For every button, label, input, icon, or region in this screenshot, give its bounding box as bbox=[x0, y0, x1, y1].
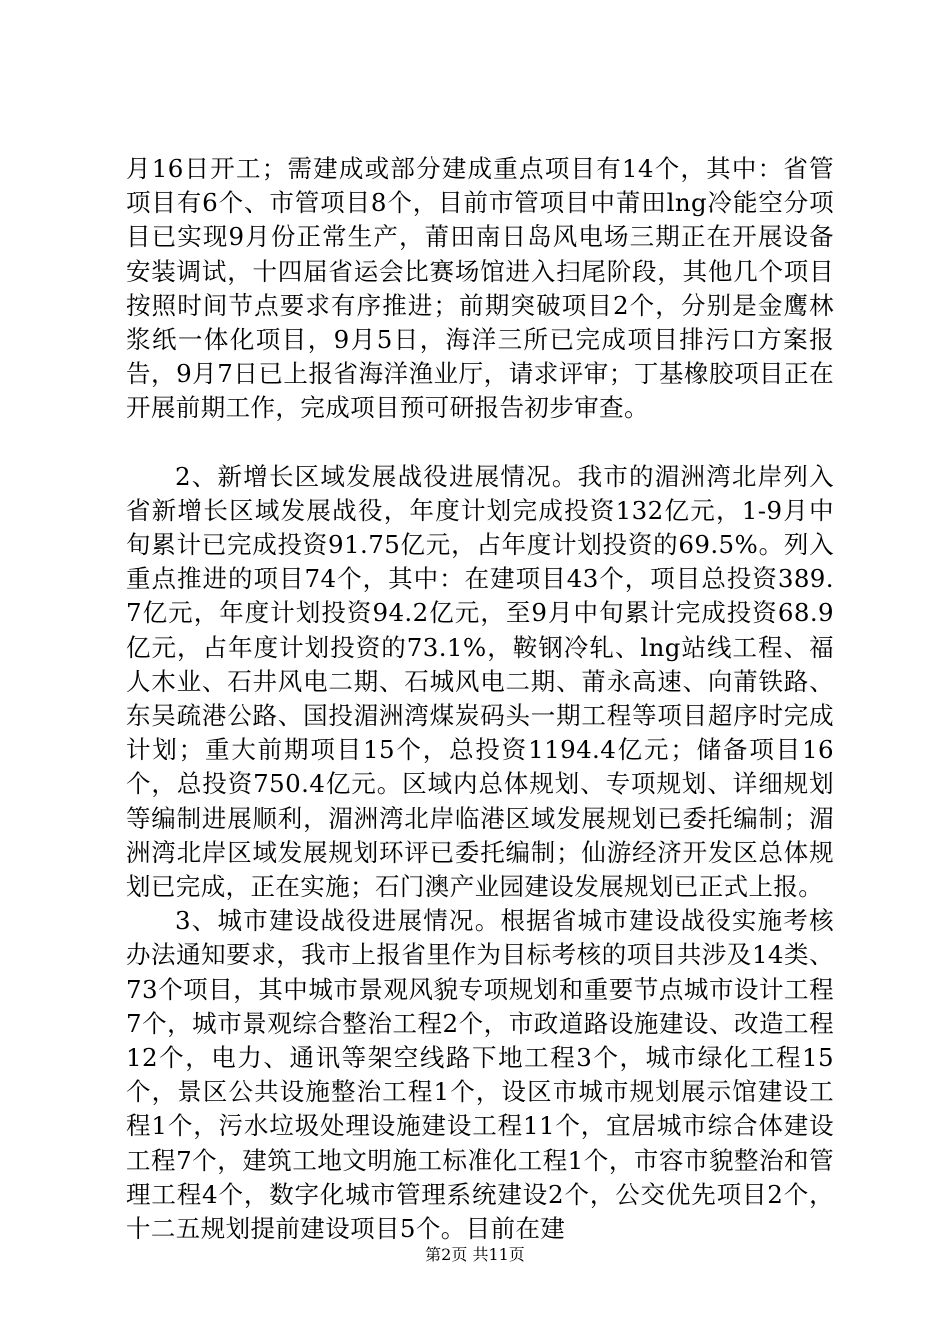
paragraph-project-progress: 月16日开工；需建成或部分建成重点项目有14个，其中：省管项目有6个、市管项目8个，目前市管项目中莆田lng冷能空分项目已实现9月份正常生产，莆田南日岛风电场三期正在开展设备安装调试，十四届省运会比赛场馆进入扫尾阶段，其他几个项目按照时间节点要求有序推进；前期突破项目2个，分别是金鹰林浆纸一体化项目，9月5日，海洋三所已完成项目排污口方案报告，9月7日已上报省海洋渔业厅，请求评审；丁基橡胶项目正在开展前期工作，完成项目预可研报告初步审查。 bbox=[126, 154, 834, 423]
document-body bbox=[126, 152, 834, 1246]
paragraph-spacer bbox=[126, 426, 834, 460]
paragraph-new-growth-region: 2、新增长区域发展战役进展情况。我市的湄洲湾北岸列入省新增长区域发展战役，年度计划完成投资132亿元，1-9月中旬累计已完成投资91.75亿元，占年度计划投资的69.5%。列入重点推进的项目74个，其中：在建项目43个，项目总投资389.7亿元，年度计划投资94.2亿元，至9月中旬累计完成投资68.9亿元，占年度计划投资的73.1%，鞍钢冷轧、lng站线工程、福人木业、石井风电二期、石城风电二期、莆永高速、向莆铁路、东吴疏港公路、国投湄洲湾煤炭码头一期工程等项目超序时完成计划；重大前期项目15个，总投资1194.4亿元；储备项目16个，总投资750.4亿元。区域内总体规划、专项规划、详细规划等编制进展顺利，湄洲湾北岸临港区域发展规划已委托编制；湄洲湾北岸区域发展规划环评已委托编制；仙游经济开发区总体规划已完成，正在实施；石门澳产业园建设发展规划已正式上报。 bbox=[126, 461, 834, 902]
paragraph-city-construction: 3、城市建设战役进展情况。根据省城市建设战役实施考核办法通知要求，我市上报省里作为目标考核的项目共涉及14类、73个项目，其中城市景观风貌专项规划和重要节点城市设计工程7个，城市景观综合整治工程2个，市政道路设施建设、改造工程12个，电力、通讯等架空线路下地工程3个，城市绿化工程15个，景区公共设施整治工程1个，设区市城市规划展示馆建设工程1个，污水垃圾处理设施建设工程11个，宜居城市综合体建设工程7个，建筑工地文明施工标准化工程1个，市容市貌整治和管理工程4个，数字化城市管理系统建设2个，公交优先项目2个，十二五规划提前建设项目5个。目前在建 bbox=[126, 906, 834, 1244]
page-number-footer: 第2页 共11页 bbox=[425, 1245, 525, 1264]
